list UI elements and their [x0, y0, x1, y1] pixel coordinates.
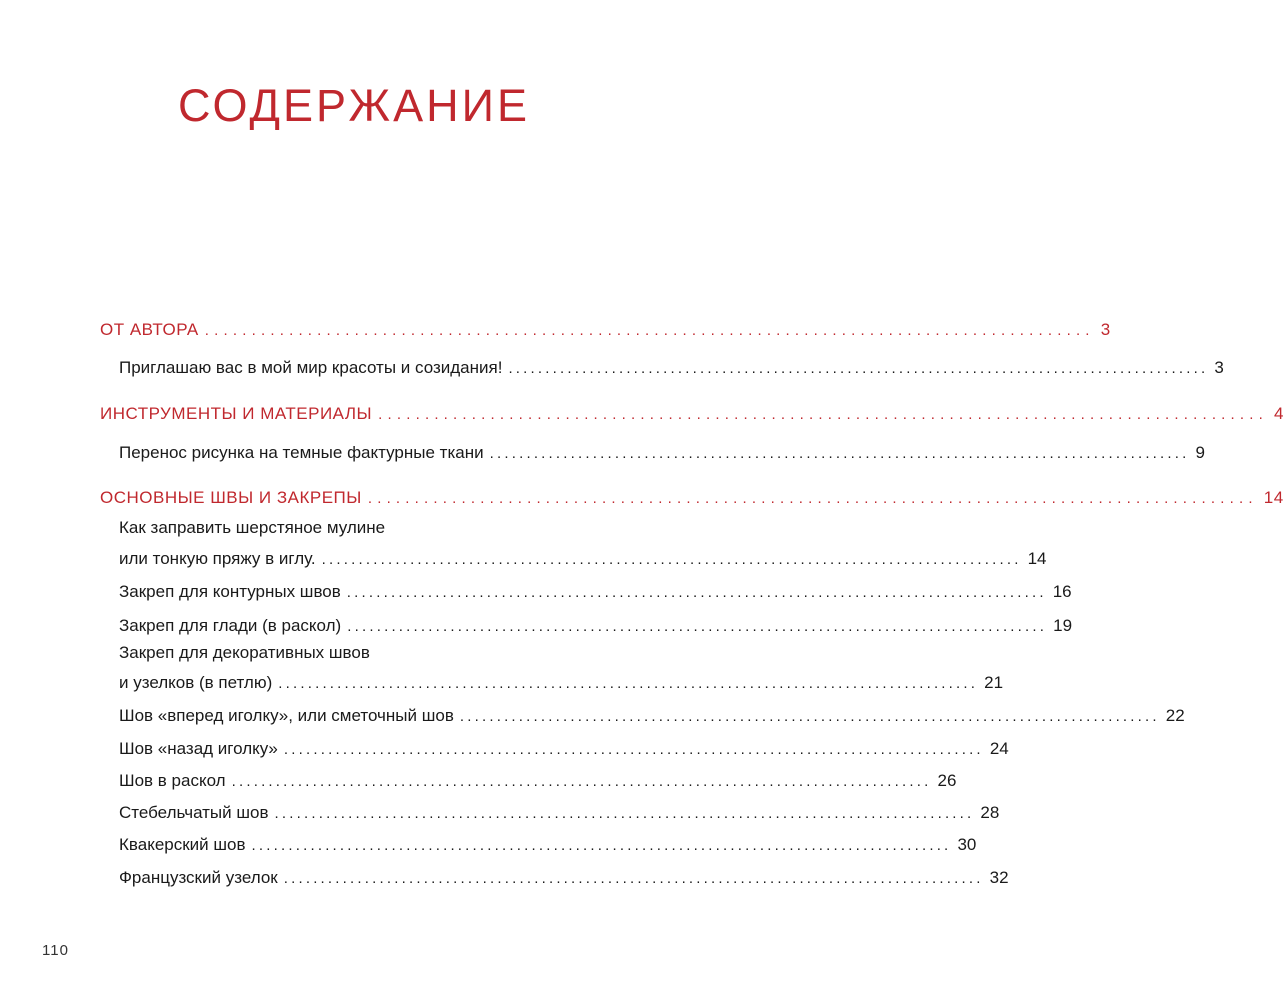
toc-section-label: ОТ АВТОРА [100, 320, 199, 339]
toc-page-number: 14 [1263, 488, 1284, 507]
leader-dots: ............................................................................................... [321, 551, 1022, 568]
toc-entry-label: Стебельчатый шов [119, 803, 269, 822]
toc-entry[interactable] [119, 765, 957, 791]
leader-dots: ............................................................................................... [346, 584, 1047, 601]
toc-page-number: 24 [989, 739, 1009, 758]
toc-page-number: 19 [1053, 616, 1073, 635]
toc-entry[interactable] [119, 352, 1224, 378]
leader-dots: ............................................................................................... [378, 406, 1269, 423]
toc-entry-label: или тонкую пряжу в иглу. [119, 549, 316, 568]
toc-section-tools-materials[interactable] [100, 396, 1284, 424]
toc-entry[interactable] [119, 543, 1047, 569]
toc-entry-label: и узелков (в петлю) [119, 673, 273, 692]
toc-page-number: 9 [1195, 443, 1205, 462]
toc-entry[interactable] [119, 667, 1004, 693]
toc-entry[interactable] [119, 700, 1185, 726]
toc-entry[interactable] [119, 437, 1205, 463]
toc-entry-label: Приглашаю вас в мой мир красоты и созидания! [119, 358, 503, 377]
leader-dots: ............................................................................................... [231, 773, 932, 790]
leader-dots: ............................................................................................... [347, 618, 1048, 635]
toc-page-number: 28 [980, 803, 1000, 822]
toc-entry[interactable] [119, 576, 1072, 602]
toc-page-number: 22 [1165, 706, 1185, 725]
leader-dots: ............................................................................................... [283, 870, 984, 887]
toc-section-label: ИНСТРУМЕНТЫ И МАТЕРИАЛЫ [100, 404, 373, 423]
leader-dots: ............................................................................................... [367, 490, 1258, 507]
toc-page-number: 4 [1274, 404, 1284, 423]
toc-entry[interactable] [119, 610, 1073, 636]
toc-entry[interactable] [119, 862, 1009, 888]
toc-entry-label: Закреп для контурных швов [119, 582, 341, 601]
leader-dots: ............................................................................................... [508, 360, 1209, 377]
toc-page-number: 14 [1027, 549, 1047, 568]
toc-entry-label: Перенос рисунка на темные фактурные ткани [119, 443, 484, 462]
toc-page-number: 16 [1052, 582, 1072, 601]
toc-entry-label: Шов в раскол [119, 771, 226, 790]
toc-entry-label: Квакерский шов [119, 835, 246, 854]
toc-page-number: 3 [1214, 358, 1224, 377]
toc-page-number: 21 [984, 673, 1004, 692]
toc-entry-first-line: Закреп для декоративных швов [119, 643, 370, 662]
toc-section-label: ОСНОВНЫЕ ШВЫ И ЗАКРЕПЫ [100, 488, 362, 507]
toc-entry-label: Французский узелок [119, 868, 278, 887]
page-number-folio: 110 [42, 942, 69, 959]
toc-entry-label: Шов «вперед иголку», или сметочный шов [119, 706, 454, 725]
leader-dots: ............................................................................................... [489, 445, 1190, 462]
toc-section-basic-stitches[interactable] [100, 480, 1284, 508]
toc-section-from-author[interactable] [100, 312, 1111, 340]
toc-page-number: 3 [1100, 320, 1111, 339]
page-title: СОДЕРЖАНИЕ [178, 80, 530, 131]
toc-entry[interactable] [119, 797, 1000, 823]
toc-page-number: 26 [937, 771, 957, 790]
leader-dots: ............................................................................................... [278, 675, 979, 692]
toc-entry-label: Закреп для глади (в раскол) [119, 616, 342, 635]
leader-dots: ............................................................................................... [251, 837, 952, 854]
leader-dots: ............................................................................................... [459, 708, 1160, 725]
toc-page-number: 30 [957, 835, 977, 854]
toc-page-number: 32 [989, 868, 1009, 887]
toc-entry[interactable] [119, 733, 1009, 759]
leader-dots: ............................................................................................... [274, 805, 975, 822]
toc-entry[interactable] [119, 829, 977, 855]
leader-dots: ............................................................................................... [204, 322, 1095, 339]
toc-entry-first-line: Как заправить шерстяное мулине [119, 518, 386, 537]
toc-entry-label: Шов «назад иголку» [119, 739, 278, 758]
leader-dots: ............................................................................................... [283, 741, 984, 758]
